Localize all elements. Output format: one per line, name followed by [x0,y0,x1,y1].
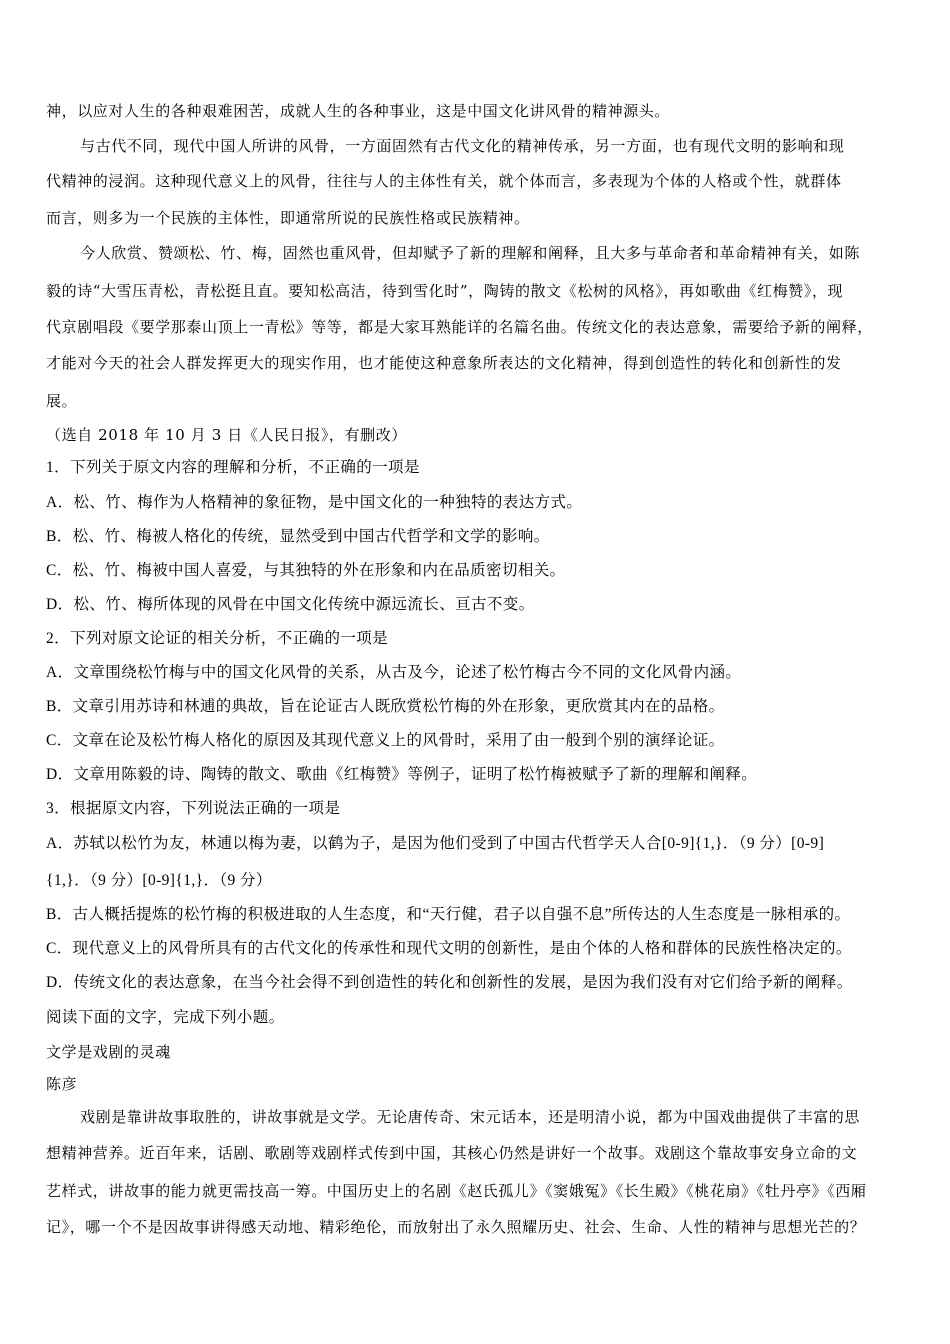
passage2-line-03: 艺样式，讲故事的能力就更需技高一筹。中国历史上的名剧《赵氏孤儿》《窦娥冤》《长生殿》《桃花扇》《牡丹亭》《西厢 [46,1182,867,1200]
question-1-option-b: B．松、竹、梅被人格化的传统，显然受到中国古代哲学和文学的影响。 [46,528,550,545]
question-2-option-a: A．文章围绕松竹梅与中的国文化风骨的关系，从古及今，论述了松竹梅古今不同的文化风骨内涵。 [46,664,742,681]
question-3-option-a-line-2: {1,}．（9 分）[0-9]{1,}．（9 分） [46,872,272,889]
passage2-title: 文学是戏剧的灵魂 [46,1043,171,1061]
question-1-option-a: A．松、竹、梅作为人格精神的象征物，是中国文化的一种独特的表达方式。 [46,494,583,511]
source-note: （选自 2018 年 10 月 3 日《人民日报》，有删改） [46,426,407,444]
passage1-line-09: 展。 [46,392,78,410]
passage1-line-06: 毅的诗“大雪压青松，青松挺且直。要知松高洁，待到雪化时”，陶铸的散文《松树的风格》，再如歌曲《红梅赞》，现 [46,282,844,300]
question-2-option-d: D．文章用陈毅的诗、陶铸的散文、歌曲《红梅赞》等例子，证明了松竹梅被赋予了新的理解和阐释。 [46,766,758,783]
passage1-line-03: 代精神的浸润。这种现代意义上的风骨，往往与人的主体性有关，就个体而言，多表现为个体的人格或个性，就群体 [46,172,842,190]
passage1-line-07: 代京剧唱段《要学那泰山顶上一青松》等等，都是大家耳熟能详的名篇名曲。传统文化的表达意象，需要给予新的阐释， [46,318,873,336]
passage2-line-04: 记》，哪一个不是因故事讲得感天动地、精彩绝伦，而放射出了永久照耀历史、社会、生命、人性的精神与思想光芒的？ [46,1218,866,1236]
question-1-stem: 1．下列关于原文内容的理解和分析，不正确的一项是 [46,459,420,476]
question-3-option-d: D．传统文化的表达意象，在当今社会得不到创造性的转化和创新性的发展，是因为我们没有对它们给予新的阐释。 [46,974,853,991]
passage1-line-08: 才能对今天的社会人群发挥更大的现实作用，也才能使这种意象所表达的文化精神，得到创造性的转化和创新性的发 [46,354,842,372]
question-2-option-b: B．文章引用苏诗和林逋的典故，旨在论证古人既欣赏松竹梅的外在形象，更欣赏其内在的品格。 [46,698,725,715]
passage1-line-04: 而言，则多为一个民族的主体性，即通常所说的民族性格或民族精神。 [46,209,530,227]
question-3-option-a-line-1: A．苏轼以松竹为友，林逋以梅为妻，以鹤为子，是因为他们受到了中国古代哲学天人合[0-9]{1,}．（9 分）[0-9] [46,835,825,852]
reading-instruction: 阅读下面的文字，完成下列小题。 [46,1009,285,1026]
passage1-line-02: 与古代不同，现代中国人所讲的风骨，一方面固然有古代文化的精神传承，另一方面，也有现代文明的影响和现 [80,137,845,155]
question-1-option-c: C．松、竹、梅被中国人喜爱，与其独特的外在形象和内在品质密切相关。 [46,562,566,579]
passage2-line-02: 想精神营养。近百年来，话剧、歌剧等戏剧样式传到中国，其核心仍然是讲好一个故事。戏剧这个靠故事安身立命的文 [46,1144,858,1162]
question-3-option-c: C．现代意义上的风骨所具有的古代文化的传承性和现代文明的创新性，是由个体的人格和群体的民族性格决定的。 [46,940,852,957]
question-2-stem: 2．下列对原文论证的相关分析，不正确的一项是 [46,630,389,647]
question-3-option-b: B．古人概括提炼的松竹梅的积极进取的人生态度，和“天行健，君子以自强不息”所传达的人生态度是一脉相承的。 [46,906,851,923]
question-2-option-c: C．文章在论及松竹梅人格化的原因及其现代意义上的风骨时，采用了由一般到个别的演绎论证。 [46,732,725,749]
passage1-line-05: 今人欣赏、赞颂松、竹、梅，固然也重风骨，但却赋予了新的理解和阐释，且大多与革命者和革命精神有关，如陈 [80,244,861,262]
question-1-option-d: D．松、竹、梅所体现的风骨在中国文化传统中源远流长、亘古不变。 [46,596,535,613]
passage2-author: 陈彦 [46,1075,78,1093]
passage1-line-01: 神，以应对人生的各种艰难困苦，成就人生的各种事业，这是中国文化讲风骨的精神源头。 [46,102,671,120]
passage2-line-01: 戏剧是靠讲故事取胜的，讲故事就是文学。无论唐传奇、宋元话本，还是明清小说，都为中国戏曲提供了丰富的思 [80,1108,861,1126]
question-3-stem: 3．根据原文内容，下列说法正确的一项是 [46,800,341,817]
